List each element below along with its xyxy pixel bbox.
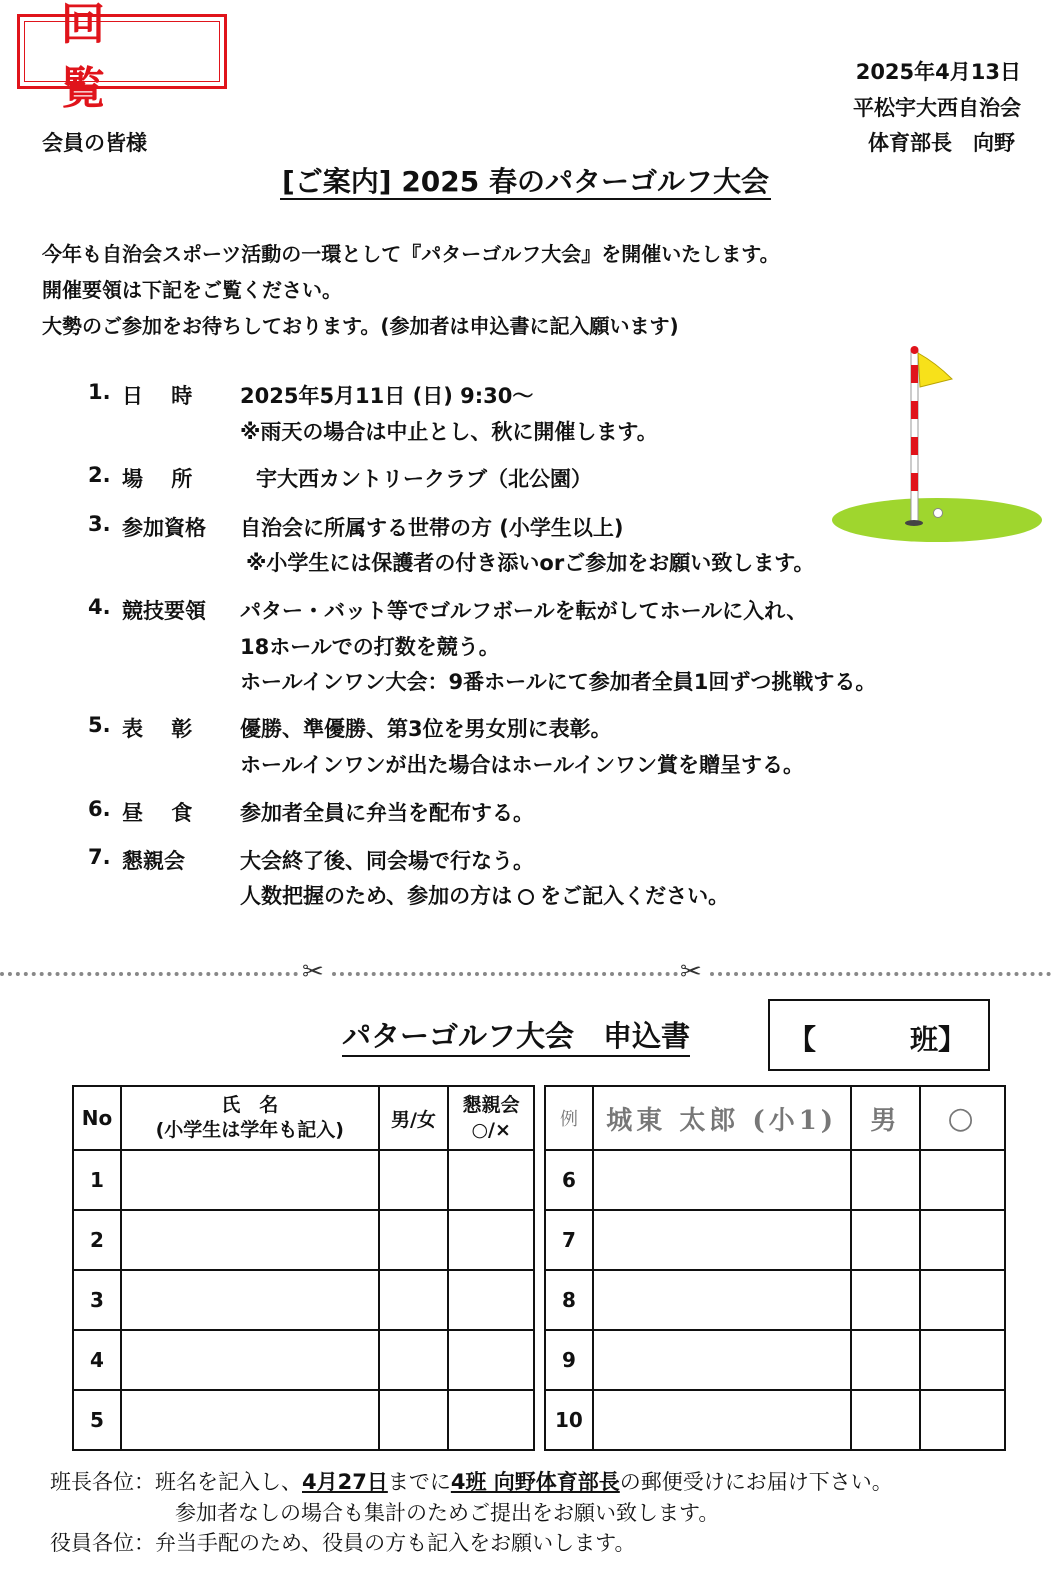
example-row [545,1086,1005,1150]
note-text: 弁当手配のため、役員の方も記入をお願いします。 [155,1531,636,1555]
party-cell[interactable] [448,1330,534,1390]
item-label-rules: 競技要領 [122,599,206,623]
item-text: ホールインワンが出た場合はホールインワン賞を贈呈する。 [240,753,805,777]
table-row [73,1270,534,1330]
party-cell[interactable] [448,1390,534,1450]
party-cell[interactable] [448,1150,534,1210]
name-cell[interactable] [121,1390,379,1450]
header-gender: 男/女 [379,1086,449,1150]
item-number: 2. [88,463,111,487]
note-text: 班名を記入し、 [155,1470,302,1494]
party-cell[interactable] [448,1270,534,1330]
item-text: 大会終了後、同会場で行なう。 [240,849,534,873]
note-leaders-line2: 参加者なしの場合も集計のためご提出をお願い致します。 [175,1501,720,1525]
row-number: 7 [545,1210,593,1270]
table-row [545,1330,1005,1390]
note-label: 班長各位： [50,1470,155,1494]
item-text: パター・バット等でゴルフボールを転がしてホールに入れ、 [240,599,808,623]
entry-table-right [544,1085,1006,1451]
example-name: 城東 太郎 (小1) [593,1086,851,1150]
item-label-date: 日 時 [122,384,193,408]
party-cell[interactable] [448,1210,534,1270]
gender-cell[interactable] [851,1210,921,1270]
table-row [73,1150,534,1210]
header-name-text: 氏 名 [221,1094,279,1116]
entry-table-left [72,1085,535,1451]
gender-cell[interactable] [851,1270,921,1330]
circulation-stamp [17,0,227,114]
item-label-awards: 表 彰 [122,717,193,741]
header-no: No [73,1086,121,1150]
item-text: 宇大西カントリークラブ（北公園） [256,467,592,491]
row-number: 1 [73,1150,121,1210]
group-label: 班】 [910,1023,967,1056]
item-text-part: をご記入ください。 [540,884,730,908]
name-cell[interactable] [593,1150,851,1210]
note-label: 役員各位： [50,1531,155,1555]
gender-cell[interactable] [379,1330,449,1390]
item-label-party: 懇親会 [122,849,185,873]
item-text: 2025年5月11日 (日) 9:30～ [240,384,534,408]
item-text-part: 人数把握のため、参加の方は [240,884,513,908]
row-number: 10 [545,1390,593,1450]
golf-flag-icon [828,345,1046,550]
table-row [545,1150,1005,1210]
form-title: パターゴルフ大会 申込書 [342,1014,690,1057]
note-text: の郵便受けにお届け下さい。 [619,1470,893,1494]
item-number: 5. [88,713,111,737]
header-name-sub: (小学生は学年も記入) [155,1119,344,1141]
group-bracket-open: 【 [788,1023,817,1056]
submission-destination: 4班 向野体育部長 [450,1470,620,1494]
item-label-eligibility: 参加資格 [122,516,206,540]
table-row [73,1390,534,1450]
party-cell[interactable] [920,1390,1005,1450]
issue-date: 2025年4月13日 [855,60,1021,84]
gender-cell[interactable] [851,1390,921,1450]
item-text: ※小学生には保護者の付き添いorご参加をお願い致します。 [246,551,815,575]
item-number: 4. [88,595,111,619]
item-label-lunch: 昼 食 [122,801,193,825]
header-name [121,1086,379,1150]
name-cell[interactable] [593,1390,851,1450]
intro-line-1: 今年も自治会スポーツ活動の一環として『パターゴルフ大会』を開催いたします。 [42,242,780,266]
party-cell[interactable] [920,1150,1005,1210]
note-text: までに [387,1470,451,1494]
group-name-box[interactable] [768,999,990,1071]
header-party-sub: ○/× [471,1119,511,1141]
page-title [0,160,1051,200]
gender-cell[interactable] [379,1390,449,1450]
name-cell[interactable] [121,1330,379,1390]
item-label-place: 場 所 [122,467,193,491]
table-row [545,1210,1005,1270]
name-cell[interactable] [593,1210,851,1270]
row-number: 3 [73,1270,121,1330]
table-row [73,1330,534,1390]
header-party [448,1086,534,1150]
item-text: 参加者全員に弁当を配布する。 [240,801,534,825]
item-number: 6. [88,797,111,821]
item-text [240,880,729,910]
item-number: 7. [88,845,111,869]
gender-cell[interactable] [851,1150,921,1210]
item-text: ※雨天の場合は中止とし、秋に開催します。 [240,420,658,444]
gender-cell[interactable] [379,1270,449,1330]
circle-mark-icon [518,889,534,905]
note-officers [50,1527,635,1557]
row-number: 9 [545,1330,593,1390]
sender-name: 体育部長 向野 [868,131,1015,155]
gender-cell[interactable] [379,1210,449,1270]
note-leaders [50,1466,893,1496]
party-cell[interactable] [920,1270,1005,1330]
addressee: 会員の皆様 [42,131,147,155]
intro-line-3: 大勢のご参加をお待ちしております。(参加者は申込書に記入願います) [42,314,679,338]
table-row [73,1210,534,1270]
example-party: ○ [920,1086,1005,1150]
gender-cell[interactable] [379,1150,449,1210]
item-text: 自治会に所属する世帯の方 (小学生以上) [240,516,624,540]
name-cell[interactable] [593,1270,851,1330]
cut-line [332,972,678,976]
scissors-icon: ✂ [302,957,324,987]
organization-name: 平松宇大西自治会 [853,96,1021,120]
page-title-text: [ご案内] 2025 春のパターゴルフ大会 [281,165,770,198]
header-party-text: 懇親会 [462,1094,520,1116]
deadline-date: 4月27日 [302,1470,388,1494]
name-cell[interactable] [121,1270,379,1330]
table-row [545,1270,1005,1330]
name-cell[interactable] [121,1150,379,1210]
example-label: 例 [545,1086,593,1150]
table-row [545,1390,1005,1450]
intro-line-2: 開催要領は下記をご覧ください。 [42,278,342,302]
stamp-text: 回覧 [24,21,220,82]
item-number: 1. [88,380,111,404]
name-cell[interactable] [121,1210,379,1270]
item-number: 3. [88,512,111,536]
row-number: 5 [73,1390,121,1450]
row-number: 4 [73,1330,121,1390]
row-number: 8 [545,1270,593,1330]
item-text: 18ホールでの打数を競う。 [240,635,500,659]
cut-line [710,972,1051,976]
row-number: 6 [545,1150,593,1210]
party-cell[interactable] [920,1210,1005,1270]
gender-cell[interactable] [851,1330,921,1390]
example-gender: 男 [851,1086,921,1150]
row-number: 2 [73,1210,121,1270]
party-cell[interactable] [920,1330,1005,1390]
item-text: 優勝、準優勝、第3位を男女別に表彰。 [240,717,612,741]
item-text: ホールインワン大会：9番ホールにて参加者全員1回ずつ挑戦する。 [240,670,877,694]
scissors-icon: ✂ [680,957,702,987]
name-cell[interactable] [593,1330,851,1390]
cut-line [0,972,298,976]
